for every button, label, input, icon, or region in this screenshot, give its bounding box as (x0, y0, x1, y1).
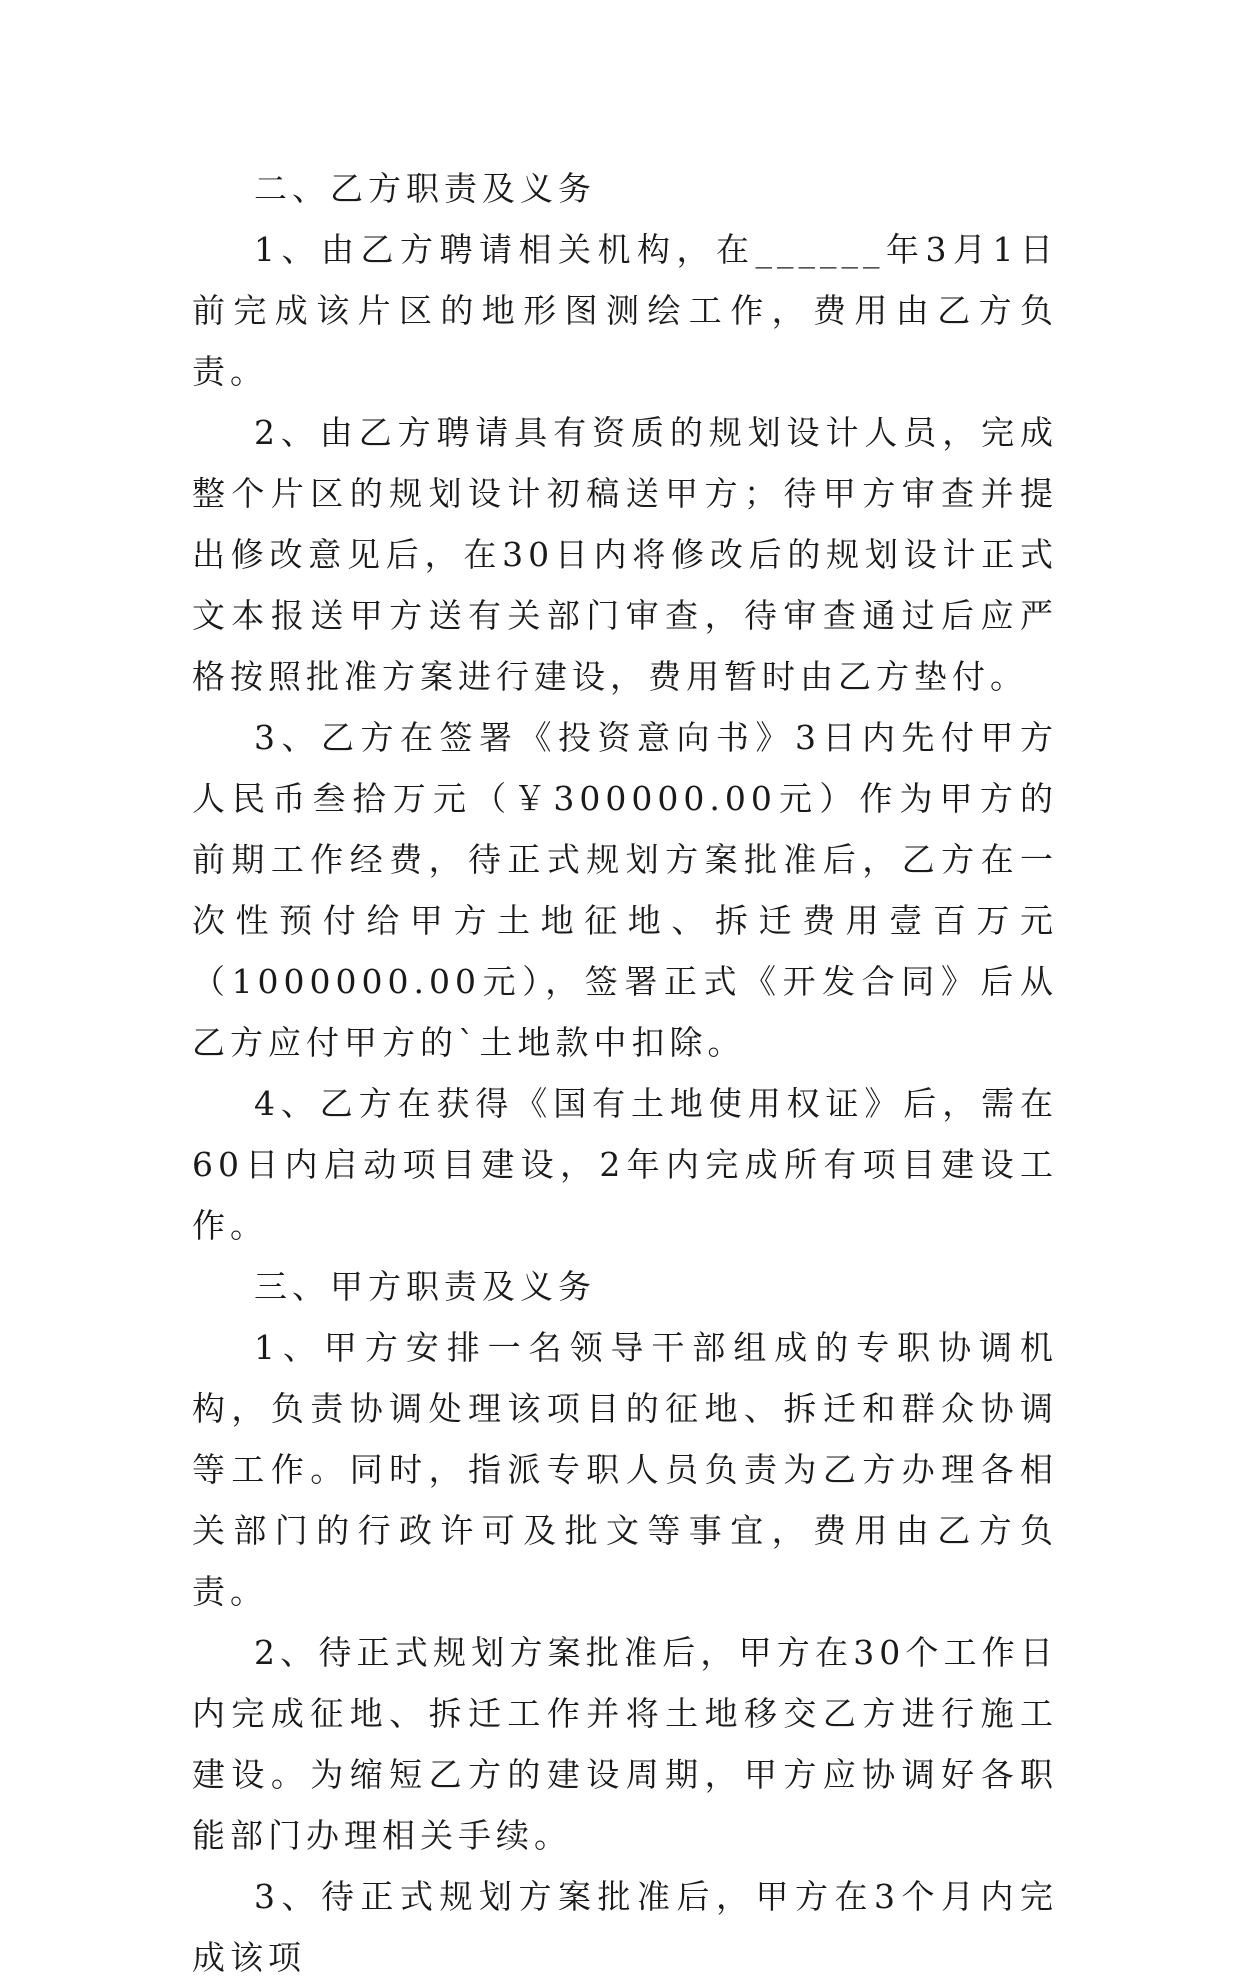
section-heading-party-a-duties: 三、甲方职责及义务 (254, 1267, 596, 1306)
party-a-clause-3: 3、待正式规划方案批准后，甲方在3个月内完成该项 (192, 1877, 1058, 1977)
section-heading-party-b-duties: 二、乙方职责及义务 (254, 169, 596, 208)
party-b-clause-3: 3、乙方在签署《投资意向书》3日内先付甲方人民币叁拾万元（￥300000.00元）作为甲方的前期工作经费，待正式规划方案批准后，乙方在一次性预付给甲方土地征地、拆迁费用壹百万元（1000000.00元），签署正式《开发合同》后从乙方应付甲方的`土地款中扣除。 (192, 718, 1058, 1062)
party-b-clause-2: 2、由乙方聘请具有资质的规划设计人员，完成整个片区的规划设计初稿送甲方；待甲方审查并提出修改意见后，在30日内将修改后的规划设计正式文本报送甲方送有关部门审查，待审查通过后应严格按照批准方案进行建设，费用暂时由乙方垫付。 (192, 413, 1058, 696)
party-b-clause-1: 1、由乙方聘请相关机构，在______年3月1日前完成该片区的地形图测绘工作，费用由乙方负责。 (192, 230, 1058, 391)
document-body (192, 158, 1058, 1988)
party-a-clause-2: 2、待正式规划方案批准后，甲方在30个工作日内完成征地、拆迁工作并将土地移交乙方进行施工建设。为缩短乙方的建设周期，甲方应协调好各职能部门办理相关手续。 (192, 1633, 1058, 1855)
party-b-clause-4: 4、乙方在获得《国有土地使用权证》后，需在60日内启动项目建设，2年内完成所有项目建设工作。 (192, 1084, 1058, 1245)
party-a-clause-1: 1、甲方安排一名领导干部组成的专职协调机构，负责协调处理该项目的征地、拆迁和群众协调等工作。同时，指派专职人员负责为乙方办理各相关部门的行政许可及批文等事宜，费用由乙方负责。 (192, 1328, 1058, 1611)
